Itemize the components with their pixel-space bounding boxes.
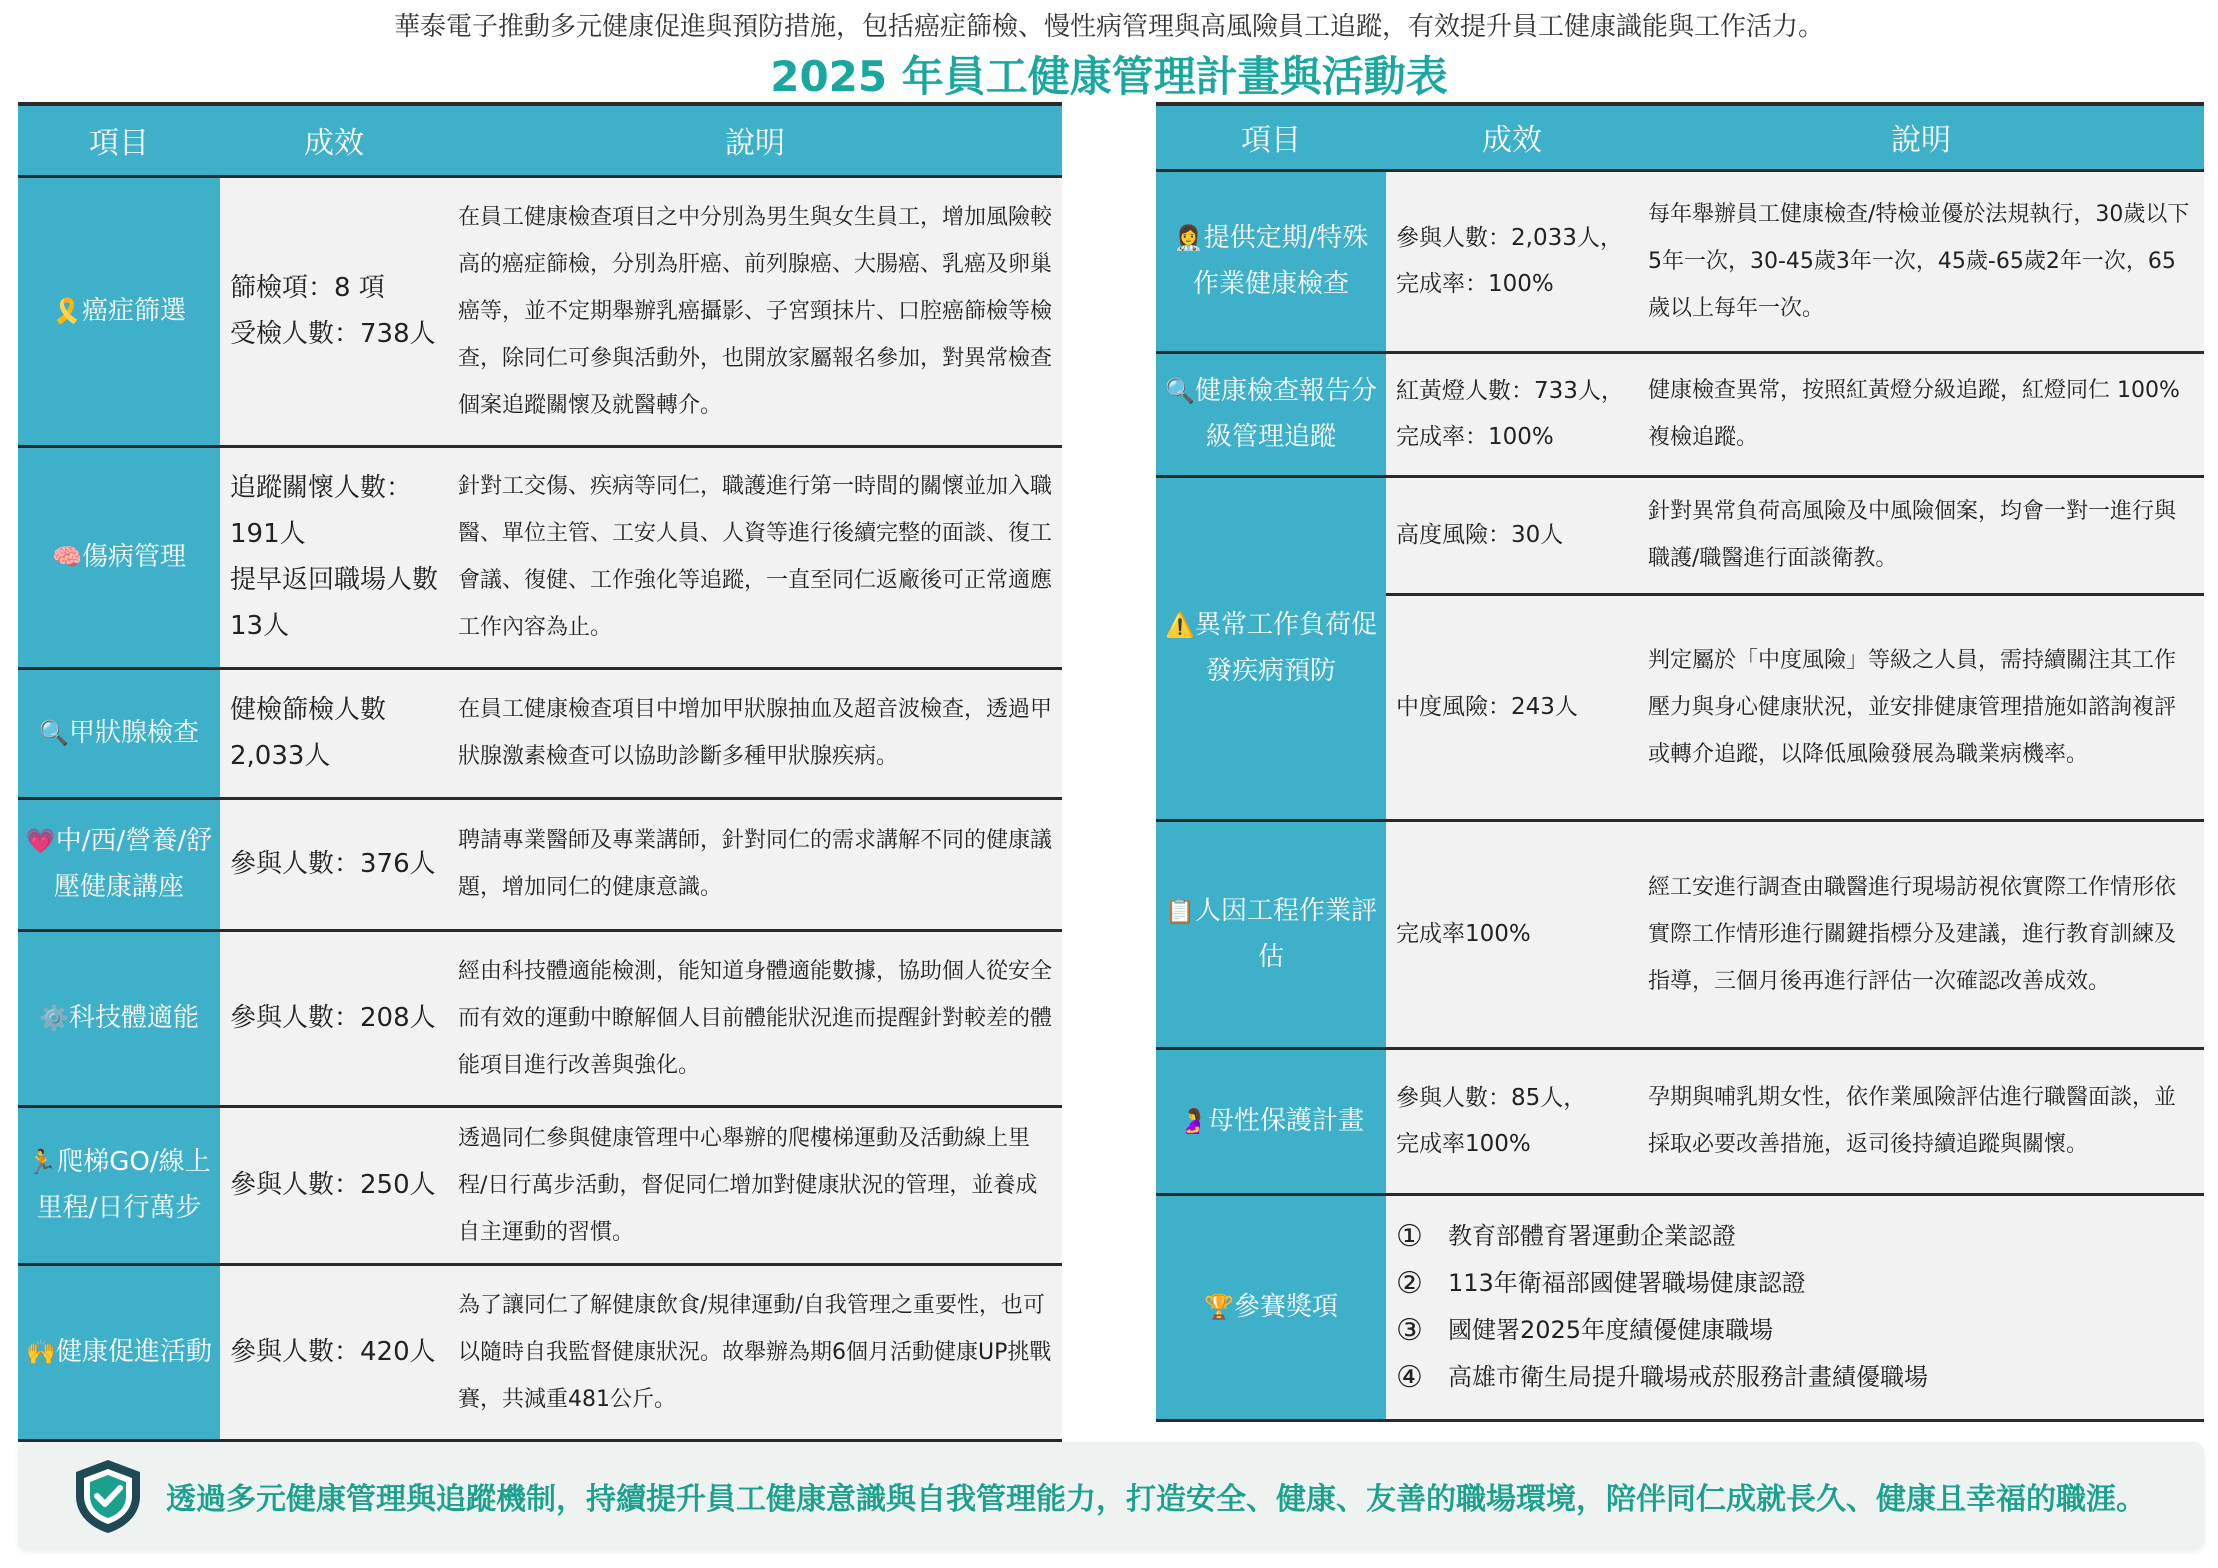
row-desc-mid: 判定屬於「中度風險」等級之人員，需持續關注其工作壓力與身心健康狀況，並安排健康管理措施如諮詢複評或轉介追蹤，以降低風險發展為職業病機率。 xyxy=(1638,594,2204,820)
magnifier-icon: 🔍 xyxy=(39,719,69,747)
row-item xyxy=(18,1264,220,1440)
row-effect: 參與人數：250人 xyxy=(220,1106,448,1264)
header-item: 項目 xyxy=(1156,104,1386,170)
row-item xyxy=(1156,352,1386,476)
row-effect: 參與人數：2,033人， 完成率：100% xyxy=(1386,170,1638,352)
row-item-label: 人因工程作業評估 xyxy=(1194,896,1377,972)
row-desc: 每年舉辦員工健康檢查/特檢並優於法規執行，30歲以下5年一次，30-45歲3年一次，45歲-65歲2年一次，65歲以上每年一次。 xyxy=(1638,170,2204,352)
right-table xyxy=(1156,102,2204,1422)
table-row xyxy=(18,798,1062,930)
row-desc: 在員工健康檢查項目中增加甲狀腺抽血及超音波檢查，透過甲狀腺激素檢查可以協助診斷多種甲狀腺疾病。 xyxy=(448,668,1062,798)
row-item-label: 參賽獎項 xyxy=(1233,1292,1338,1322)
table-row xyxy=(1156,170,2204,352)
table-row xyxy=(18,1106,1062,1264)
table-row xyxy=(18,446,1062,668)
row-desc-high: 針對異常負荷高風險及中風險個案，均會一對一進行與職護/職醫進行面談衛教。 xyxy=(1638,476,2204,594)
table-row xyxy=(1156,1048,2204,1194)
row-effect: 參與人數：420人 xyxy=(220,1264,448,1440)
page-title: 2025 年員工健康管理計畫與活動表 xyxy=(770,52,1448,101)
row-item-label: 母性保護計畫 xyxy=(1207,1106,1364,1136)
row-item xyxy=(1156,476,1386,820)
trophy-icon: 🏆 xyxy=(1204,1293,1234,1321)
brain-icon: 🧠 xyxy=(52,543,82,571)
row-desc: 針對工交傷、疾病等同仁，職護進行第一時間的關懷並加入職醫、單位主管、工安人員、人資等進行後續完整的面談、復工會議、復健、工作強化等追蹤，一直至同仁返廠後可正常適應工作內容為止。 xyxy=(448,446,1062,668)
row-desc: 經由科技體適能檢測，能知道身體適能數據，協助個人從安全而有效的運動中瞭解個人目前體能狀況進而提醒針對較差的體能項目進行改善與強化。 xyxy=(448,930,1062,1106)
table-row xyxy=(18,930,1062,1106)
row-item xyxy=(18,668,220,798)
award-item: ④ 高雄市衛生局提升職場戒菸服務計畫績優職場 xyxy=(1396,1360,1928,1395)
table-row xyxy=(1156,1194,2204,1420)
row-item-label: 異常工作負荷促發疾病預防 xyxy=(1194,610,1377,686)
row-item xyxy=(18,446,220,668)
row-item xyxy=(1156,170,1386,352)
magnifier-icon: 🔍 xyxy=(1165,377,1195,405)
row-desc: 經工安進行調查由職醫進行現場訪視依實際工作情形依實際工作情形進行關鍵指標分及建議，進行教育訓練及指導，三個月後再進行評估一次確認改善成效。 xyxy=(1638,820,2204,1048)
gear-icon: ⚙️ xyxy=(39,1004,69,1032)
row-item-label: 健康促進活動 xyxy=(55,1337,212,1367)
clipboard-icon: 📋 xyxy=(1165,897,1195,925)
row-effect-mid: 中度風險：243人 xyxy=(1386,594,1638,820)
row-item xyxy=(1156,1194,1386,1420)
table-row xyxy=(1156,352,2204,476)
table-row xyxy=(18,668,1062,798)
heart-icon: 💗 xyxy=(25,827,56,855)
right-header-row xyxy=(1156,104,2204,170)
warning-icon: ⚠️ xyxy=(1165,611,1195,639)
award-item: ③ 國健署2025年度績優健康職場 xyxy=(1396,1313,1774,1348)
left-table xyxy=(18,102,1062,1442)
row-desc: 孕期與哺乳期女性，依作業風險評估進行職醫面談，並採取必要改善措施，返司後持續追蹤與關懷。 xyxy=(1638,1048,2204,1194)
runner-icon: 🏃 xyxy=(27,1148,58,1176)
raised-hands-icon: 🙌 xyxy=(26,1338,56,1366)
table-row xyxy=(1156,820,2204,1048)
row-desc: 健康檢查異常，按照紅黃燈分級追蹤，紅燈同仁 100%複檢追蹤。 xyxy=(1638,352,2204,476)
intro-text: 華泰電子推動多元健康促進與預防措施，包括癌症篩檢、慢性病管理與高風險員工追蹤，有效提升員工健康識能與工作活力。 xyxy=(393,12,1824,42)
row-effect: 參與人數：376人 xyxy=(220,798,448,930)
table-row xyxy=(1156,476,2204,594)
header-effect: 成效 xyxy=(220,104,448,176)
left-header-row xyxy=(18,104,1062,176)
award-item: ② 113年衛福部國健署職場健康認證 xyxy=(1396,1266,1806,1301)
row-desc: 透過同仁參與健康管理中心舉辦的爬樓梯運動及活動線上里程/日行萬步活動，督促同仁增加對健康狀況的管理，並養成自主運動的習慣。 xyxy=(448,1106,1062,1264)
header-item: 項目 xyxy=(18,104,220,176)
row-item-label: 爬梯GO/線上里程/日行萬步 xyxy=(36,1147,211,1223)
row-item xyxy=(18,798,220,930)
row-desc: 在員工健康檢查項目之中分別為男生與女生員工，增加風險較高的癌症篩檢，分別為肝癌、前列腺癌、大腸癌、乳癌及卵巢癌等，並不定期舉辦乳癌攝影、子宮頸抹片、口腔癌篩檢等檢查，除同仁可參與活動外，也開放家屬報名參加，對異常檢查個案追蹤關懷及就醫轉介。 xyxy=(448,176,1062,446)
row-item-label: 科技體適能 xyxy=(68,1003,199,1033)
row-item-label: 傷病管理 xyxy=(81,542,186,572)
row-item xyxy=(1156,820,1386,1048)
footer-banner xyxy=(18,1442,2204,1550)
row-item-label: 甲狀腺檢查 xyxy=(68,718,199,748)
header-effect: 成效 xyxy=(1386,104,1638,170)
table-row xyxy=(18,176,1062,446)
shield-check-icon xyxy=(68,1456,148,1536)
row-effect: 健檢篩檢人數 2,033人 xyxy=(220,668,448,798)
header-desc: 說明 xyxy=(448,104,1062,176)
row-item-label: 健康檢查報告分級管理追蹤 xyxy=(1194,376,1377,452)
health-worker-icon: 👩‍⚕️ xyxy=(1173,224,1204,252)
row-effect: 參與人數：85人， 完成率100% xyxy=(1386,1048,1638,1194)
row-effect: 參與人數：208人 xyxy=(220,930,448,1106)
row-desc: 聘請專業醫師及專業講師，針對同仁的需求講解不同的健康議題，增加同仁的健康意識。 xyxy=(448,798,1062,930)
awards-list xyxy=(1386,1194,2204,1420)
row-item-label: 中/西/營養/舒壓健康講座 xyxy=(53,826,213,902)
ribbon-icon: 🎗️ xyxy=(52,297,82,325)
row-item xyxy=(1156,1048,1386,1194)
row-item xyxy=(18,930,220,1106)
row-item-label: 提供定期/特殊作業健康檢查 xyxy=(1192,223,1369,299)
row-effect: 完成率100% xyxy=(1386,820,1638,1048)
row-item xyxy=(18,1106,220,1264)
row-effect: 追蹤關懷人數： 191人 提早返回職場人數 13人 xyxy=(220,446,448,668)
row-effect-high: 高度風險：30人 xyxy=(1386,476,1638,594)
row-item-label: 癌症篩選 xyxy=(81,296,186,326)
footer-text: 透過多元健康管理與追蹤機制，持續提升員工健康意識與自我管理能力，打造安全、健康、友善的職場環境，陪伴同仁成就長久、健康且幸福的職涯。 xyxy=(166,1482,2146,1517)
row-effect: 篩檢項：8 項 受檢人數：738人 xyxy=(220,176,448,446)
row-effect: 紅黃燈人數：733人， 完成率：100% xyxy=(1386,352,1638,476)
row-item xyxy=(18,176,220,446)
row-desc: 為了讓同仁了解健康飲食/規律運動/自我管理之重要性，也可以隨時自我監督健康狀況。故舉辦為期6個月活動健康UP挑戰賽，共減重481公斤。 xyxy=(448,1264,1062,1440)
table-row xyxy=(18,1264,1062,1440)
header-desc: 說明 xyxy=(1638,104,2204,170)
pregnant-woman-icon: 🤰 xyxy=(1178,1107,1208,1135)
award-item: ① 教育部體育署運動企業認證 xyxy=(1396,1219,1736,1254)
